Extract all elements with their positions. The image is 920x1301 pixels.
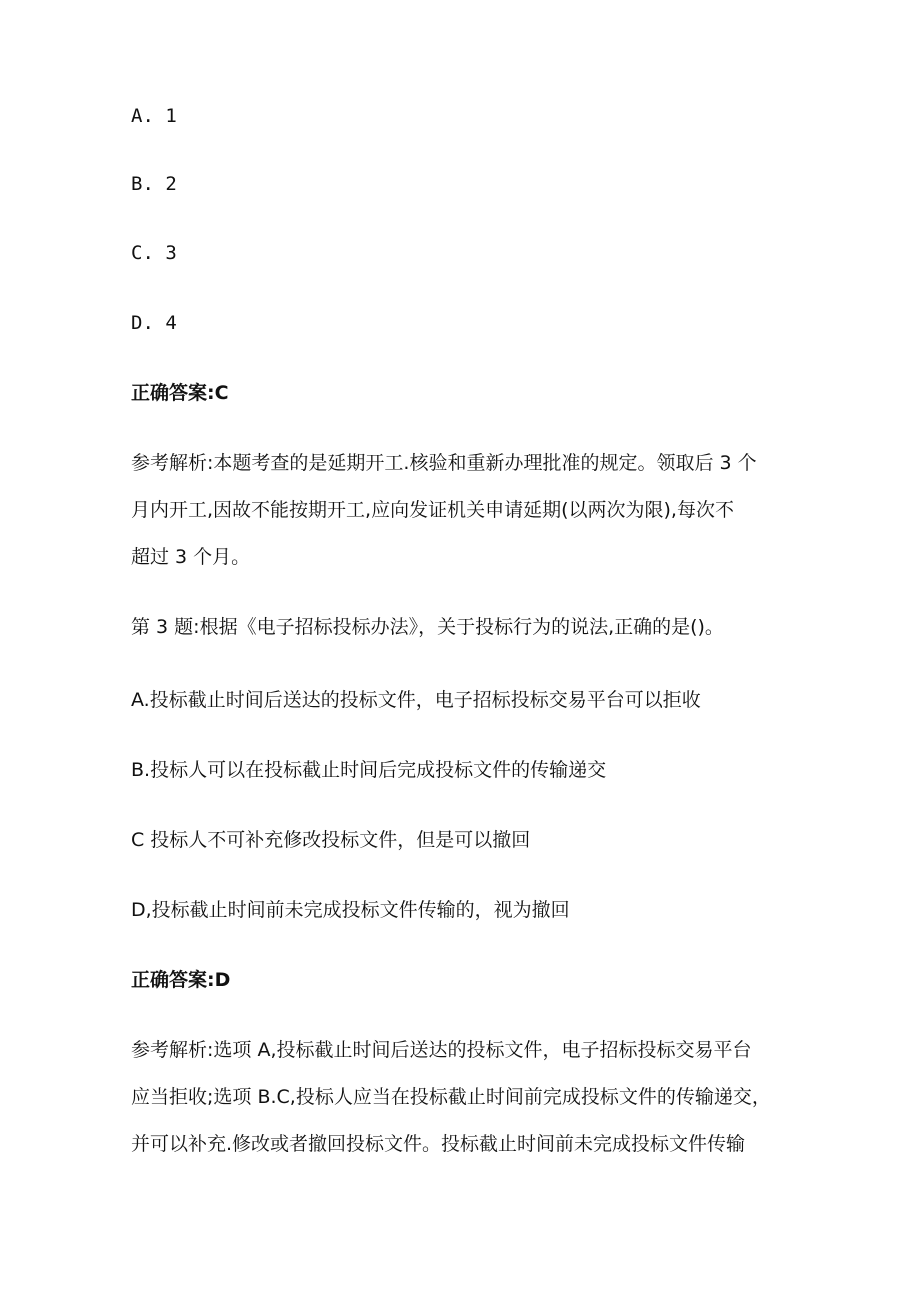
q3-question-text: 第 3 题:根据《电子招标投标办法》，关于投标行为的说法,正确的是()。 — [131, 616, 724, 638]
q3-option-b: B.投标人可以在投标截止时间后完成投标文件的传输递交 — [131, 759, 607, 781]
q3-option-a: A.投标截止时间后送达的投标文件，电子招标投标交易平台可以拒收 — [131, 689, 701, 711]
q3-correct-answer: 正确答案:D — [131, 969, 231, 991]
q3-analysis-line-2: 应当拒收;选项 B.C,投标人应当在投标截止时间前完成投标文件的传输递交， — [131, 1086, 771, 1108]
q2-analysis-line-2: 月内开工,因故不能按期开工,应向发证机关申请延期(以两次为限),每次不 — [131, 499, 734, 521]
q2-option-d: D. 4 — [131, 312, 177, 334]
q3-analysis-line-1: 参考解析:选项 A,投标截止时间后送达的投标文件，电子招标投标交易平台 — [131, 1039, 752, 1061]
q2-option-a: A. 1 — [131, 105, 177, 127]
q2-analysis-line-1: 参考解析:本题考查的是延期开工.核验和重新办理批准的规定。领取后 3 个 — [131, 452, 757, 474]
q2-correct-answer: 正确答案:C — [131, 382, 229, 404]
q2-option-b: B. 2 — [131, 173, 177, 195]
q3-option-c: C 投标人不可补充修改投标文件，但是可以撤回 — [131, 829, 531, 851]
q2-analysis-line-3: 超过 3 个月。 — [131, 546, 251, 568]
q3-option-d: D,投标截止时间前未完成投标文件传输的，视为撤回 — [131, 899, 570, 921]
q3-analysis-line-3: 并可以补充.修改或者撤回投标文件。投标截止时间前未完成投标文件传输 — [131, 1133, 746, 1155]
q2-option-c: C. 3 — [131, 242, 177, 264]
